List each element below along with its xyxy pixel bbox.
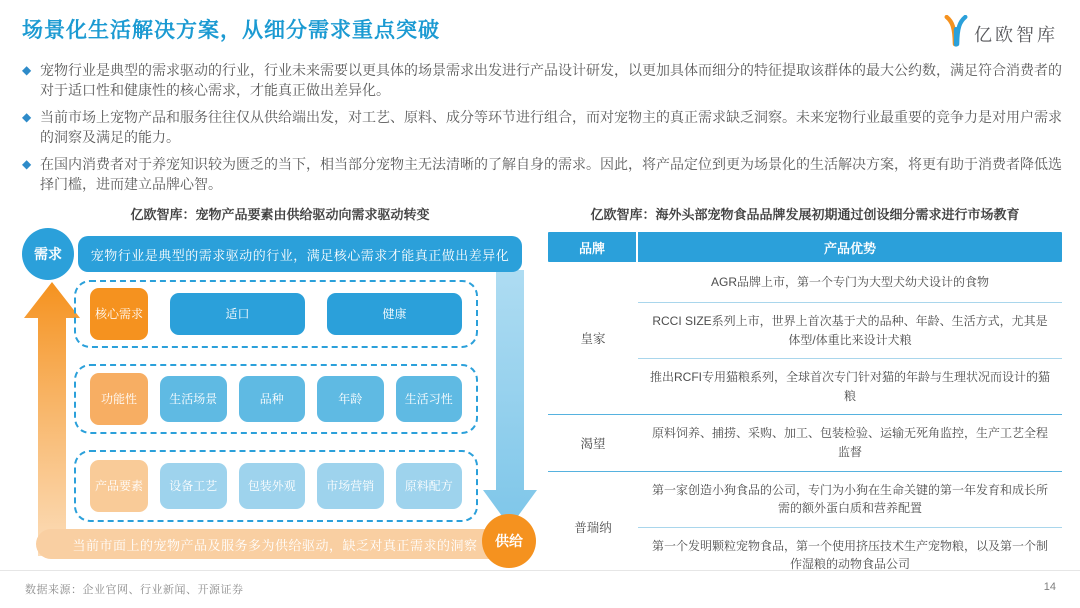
bullet-diamond-icon: ◆ bbox=[22, 157, 32, 172]
factor-item: 原料配方 bbox=[396, 463, 463, 509]
factor-item: 生活习性 bbox=[396, 376, 463, 422]
factor-label: 功能性 bbox=[90, 373, 148, 425]
factor-row-2 bbox=[74, 364, 478, 434]
bullet-item-3 bbox=[22, 154, 1062, 194]
advantage-column bbox=[638, 472, 1062, 583]
bullet-list bbox=[22, 60, 1062, 201]
bullet-diamond-icon: ◆ bbox=[22, 63, 32, 77]
demand-circle: 需求 bbox=[22, 228, 74, 280]
factor-item: 健康 bbox=[327, 293, 462, 335]
table-group-1 bbox=[548, 262, 1062, 414]
data-source: 数据来源：企业官网、行业新闻、开源证券 bbox=[25, 584, 244, 596]
page-title: 场景化生活解决方案，从细分需求重点突破 bbox=[22, 19, 440, 42]
factor-item: 市场营销 bbox=[317, 463, 384, 509]
table-header-advantage: 产品优势 bbox=[823, 240, 876, 256]
advantage-cell: AGR品牌上市，第一个专门为大型犬幼犬设计的食物 bbox=[710, 274, 989, 289]
bullet-item-1 bbox=[22, 60, 1062, 100]
diagram-title: 亿欧智库：宠物产品要素由供给驱动向需求驱动转变 bbox=[130, 207, 430, 222]
supply-down-arrow bbox=[482, 270, 538, 528]
diagram-panel bbox=[20, 204, 540, 572]
supply-banner: 当前市面上的宠物产品及服务多为供给驱动，缺乏对真正需求的洞察 bbox=[36, 529, 514, 559]
supply-circle: 供给 bbox=[482, 514, 536, 568]
factor-item: 适口 bbox=[170, 293, 305, 335]
demand-banner: 宠物行业是典型的需求驱动的行业，满足核心需求才能真正做出差异化 bbox=[78, 236, 522, 272]
bullet-text: 宠物行业是典型的需求驱动的行业，行业未来需要以更具体的场景需求出发进行产品设计研发，以更加具体而细分的特征提取该群体的最大公约数，满足符合消费者的对于适口性和健康性的核心需求，才能真正做出差异化。 bbox=[40, 62, 1062, 99]
bullet-text: 在国内消费者对于养宠知识较为匮乏的当下，相当部分宠物主无法清晰的了解自身的需求。因此，将产品定位到更为场景化的生活解决方案，将更有助于消费者降低选择门槛，进而建立品牌心智。 bbox=[40, 156, 1062, 193]
factor-item: 年龄 bbox=[317, 376, 384, 422]
table-group-3 bbox=[548, 471, 1062, 583]
bullet-item-2 bbox=[22, 107, 1062, 147]
bullet-diamond-icon: ◆ bbox=[22, 110, 32, 125]
logo bbox=[942, 15, 1058, 52]
advantage-cell: 推出RCFI专用猫粮系列，全球首次专门针对猫的年龄与生理状况而设计的猫粮 bbox=[638, 358, 1062, 414]
factor-row-3 bbox=[74, 450, 478, 522]
brand-name: 普瑞纳 bbox=[574, 521, 612, 536]
factor-item: 品种 bbox=[239, 376, 306, 422]
table-group-2 bbox=[548, 414, 1062, 470]
footer-divider bbox=[0, 570, 1080, 571]
logo-icon bbox=[942, 15, 970, 52]
table-header-brand: 品牌 bbox=[548, 232, 638, 262]
logo-text: 亿欧智库 bbox=[974, 24, 1058, 45]
advantage-cell: RCCI SIZE系列上市，世界上首次基于犬的品种、年龄、生活方式，尤其是体型/体重比来设计犬粮 bbox=[638, 302, 1062, 358]
table-header-row bbox=[548, 232, 1062, 262]
diagram-canvas bbox=[20, 224, 540, 572]
advantage-cell: 第一个发明颗粒宠物食品，第一个使用挤压技术生产宠物粮，以及第一个制作湿粮的动物食品公司 bbox=[638, 527, 1062, 583]
demand-up-arrow bbox=[22, 282, 82, 556]
brand-name: 渴望 bbox=[580, 436, 606, 451]
factor-item: 生活场景 bbox=[160, 376, 227, 422]
table-title: 亿欧智库：海外头部宠物食品品牌发展初期通过创设细分需求进行市场教育 bbox=[590, 207, 1020, 222]
factor-item: 包装外观 bbox=[239, 463, 306, 509]
advantage-cell: 第一家创造小狗食品的公司，专门为小狗在生命关键的第一年发育和成长所需的额外蛋白质和营养配置 bbox=[651, 482, 1048, 516]
brand-table bbox=[548, 232, 1062, 583]
bullet-text: 当前市场上宠物产品和服务往往仅从供给端出发，对工艺、原料、成分等环节进行组合，而对宠物主的真正需求缺乏洞察。未来宠物行业最重要的竞争力是对用户需求的洞察及满足的能力。 bbox=[40, 109, 1062, 146]
page-number: 14 bbox=[1043, 581, 1056, 593]
advantage-column bbox=[638, 415, 1062, 470]
factor-label: 产品要素 bbox=[90, 460, 148, 512]
table-panel bbox=[548, 204, 1062, 583]
factor-item: 设备工艺 bbox=[160, 463, 227, 509]
advantage-column bbox=[638, 262, 1062, 414]
advantage-cell: 原料饲养、捕捞、采购、加工、包装检验、运输无死角监控，生产工艺全程监督 bbox=[651, 426, 1048, 459]
factor-row-1 bbox=[74, 280, 478, 348]
table-body bbox=[548, 262, 1062, 583]
factor-label: 核心需求 bbox=[90, 288, 148, 340]
brand-name: 皇家 bbox=[580, 332, 606, 347]
